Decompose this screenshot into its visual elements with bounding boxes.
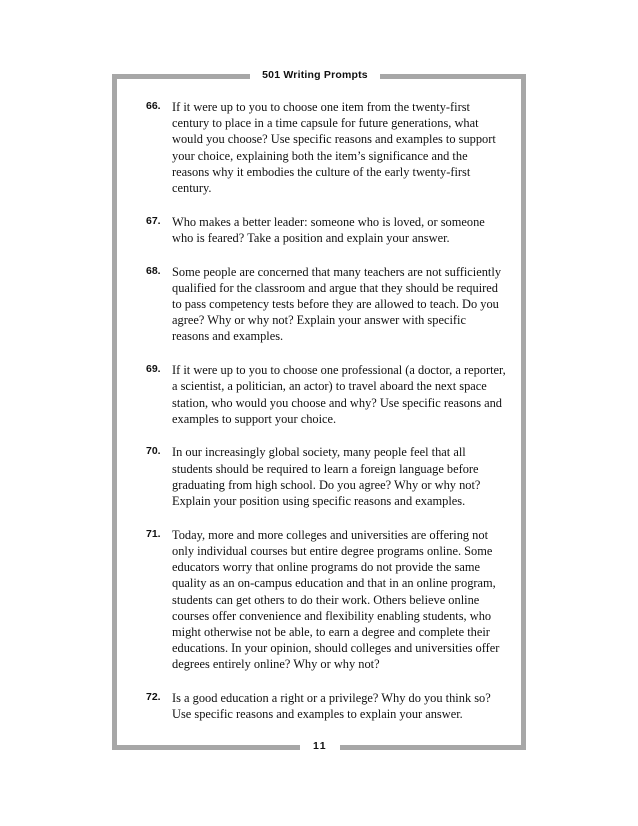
frame-top-left-rule [112,74,250,79]
prompt-item-71 [146,527,506,673]
prompt-item-66 [146,99,506,196]
prompt-text: In our increasingly global society, many people feel that all students should be required to learn a foreign language before graduating from high school. Do you agree? Why or why not? Explain your position using specific reasons and examples. [172,445,481,509]
frame-bottom-right-rule [340,745,526,750]
prompt-text: Today, more and more colleges and universities are offering not only individual courses but entire degree programs online. Some educators worry that online programs do not provide the same quality as an on-campus education and that in an online program, students can get others to do their work. Others believe online courses offer convenience and flexibility enabling students, who might otherwise not be able, to earn a degree and complete their educations. In your opinion, should colleges and universities offer degrees entirely online? Why or why not? [172,527,500,672]
prompt-number: 70. [146,445,161,458]
prompt-list [146,99,506,740]
prompt-number: 69. [146,363,161,376]
page-number: 11 [312,740,328,752]
prompt-text: Is a good education a right or a privilege? Why do you think so? Use specific reasons and examples to explain your answer. [172,691,491,722]
prompt-number: 68. [146,264,161,277]
prompt-item-70 [146,444,506,509]
prompt-item-68 [146,264,506,345]
prompt-text: If it were up to you to choose one professional (a doctor, a reporter, a scientist, a politician, an actor) to travel aboard the next space station, who would you choose and why? Use specific reasons and examples to support your choice. [172,363,506,426]
prompt-item-72 [146,690,506,722]
frame-right-rule [521,74,526,750]
prompt-item-69 [146,362,506,427]
prompt-item-67 [146,214,506,246]
frame-bottom-left-rule [112,745,300,750]
prompt-number: 71. [146,527,161,540]
frame-top-right-rule [380,74,526,79]
prompt-text: Some people are concerned that many teachers are not sufficiently qualified for the classroom and argue that they should be required to pass competency tests before they are allowed to teach. Do you agree? Why or why not? Explain your answer with specific reasons and examples. [172,264,502,344]
frame-left-rule [112,74,117,750]
prompt-number: 66. [146,100,161,112]
running-head: 501 Writing Prompts [262,69,368,81]
prompt-text: Who makes a better leader: someone who is loved, or someone who is feared? Take a position and explain your answer. [172,214,485,245]
prompt-text: If it were up to you to choose one item from the twenty-first century to place in a time capsule for future generations, what would you choose? Use specific reasons and examples to support your choice, explaining both the item’s significance and the reasons why it embodies the culture of the early twenty-first century. [172,100,496,196]
prompt-number: 72. [146,691,161,704]
prompt-number: 67. [146,214,161,227]
